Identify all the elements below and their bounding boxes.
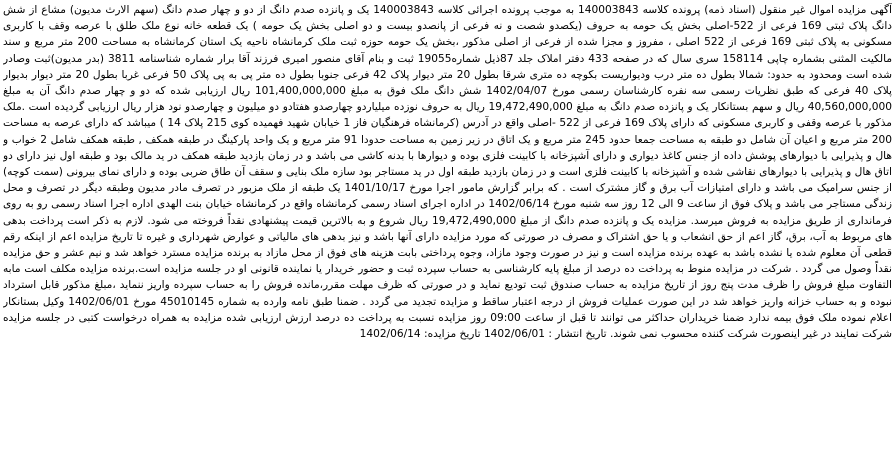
notice-body: مدیون) مشاع از شش دانگ پلاک ثبتی 169 فرعی از 522-اصلی بخش یک حومه به حروف (یکصدو شصت و نه فرعی از پانصدو بیست و دو اصلی بخش یک حومه ) یک قطعه خانه نوع ملک طلق با عرصه وقف با کاربری مسکونی به پلاک ثبتی 169 فرعی از 522 اصلی ، مفروز و مجزا شده از فرعی از اصلی مذکور ،بخش یک حومه حوزه ثبت ملک کرمانشاه ناحیه یک استان کرمانشاه به مساحت 200 متر مربع و سند مالکیت المثنی بشماره چاپی 158114 سری سال که در صفحه 433 دفتر املاک جلد 87ذیل شماره19055 ثبت و بنام آقای منصور امیری فرزند آقا برار شماره شناسنامه 3811 (بدر مدیون)ثبت وصادر شده است ومحدود به حدود: شمالا بطول ده متر درب ودیواریست بکوچه ده متری شرقا بطول 20 متر دیوار پلاک 42 فرعی جنوبا بطول ده متر پی به پی پلاک 50 فرعی غربا بطول 20 متر دیوار بدیوار پلاک 40 فرعی که طبق نظریات رسمی سه نفره کارشناسان رسمی مورخ 1402/04/07 شش دانگ ملک فوق به مبلغ 101,400,000,000 ریال ارزیابی شده که دو و چهار صدم دانگ آن به مبلغ 40,560,000,000 ریال و سهم بستانکار یک و پانزده صدم دانگ به مبلغ 19,472,490,000 ریال به حروف نوزده میلیاردو چهارصدو هفتادو دو میلیون و چهارصدو نود هزار ریال ارزیابی گردیده است .ملک مذکور با عرصه وقفی و کاربری مسکونی که دارای پلاک 169 فرعی از 522 -اصلی واقع در آدرس (کرمانشاه فرهنگیان فاز 1 خیابان شهید فهمیده کوی 215 پلاک 14 ) میباشد که دارای عرصه به مساحت 200 متر مربع و اعیان آن شامل دو طبقه به مساحت جمعا حدود 245 متر مربع و یک اتاق در زیر زمین به مساحت حدودا 91 متر مربع و یک واحد پارکینگ در طبقه همکف , طبقه همکف شامل 2 خواب و هال و پذیرایی با دیوارهای پوشش داده از جنس کاغذ دیواری و دارای آشپزخانه با کابینت فلزی بوده و دیوارها با بدنه کاشی می باشد و در زمان بازدید طبقه همکف در ید مالک بود و طبقه اول نیز دارای دو اتاق هال و پذیرایی با دیوارهای نقاشی شده و آشپزخانه با کابینت فلزی است و در زمان بازدید طبقه اول در ید مستاجر بود سازه ملک بنایی و سقف آن طاق ضربی بوده و دارای نمای بیرونی (سمت کوچه) از جنس سرامیک می باشد و دارای امتیازات آب برق و گاز مشترک است . که برابر گزارش مامور اجرا مورخ 1401/10/17 یک طبقه از ملک مزبور در تصرف مادر مدیون وطبقه دیگر در تصرف و محل زندگی مستاجر می باشد و پلاک فوق از ساعت 9 الی 12 روز سه شنبه مورخ 1402/06/14 در اداره اجرای اسناد رسمی کرمانشاه واقع در کرمانشاه خیابان بنت الهدی اداره اجرا اسناد رسمی رو به روی فرمانداری از طریق مزایده به فروش میرسد. مزایده یک و پانزده صدم دانگ از مبلغ 19,472,490,000 ریال شروع و به بالاترین قیمت پیشنهادی نقداً فروخته می شود. لازم به ذکر است پرداخت بدهی های مربوط به آب، برق، گاز اعم از حق انشعاب و یا حق اشتراک و مصرف در صورتی که مورد مزایده دارای آنها باشد و نیز بدهی های مالیاتی و عوارض شهرداری و غیره تا تاریخ مزایده اعم از اینکه رقم قطعی آن معلوم شده یا نشده باشد به عهده برنده مزایده است و نیز در صورت وجود مازاد، وجوه پرداختی بابت هزینه های فوق از محل مازاد به برنده مزایده مسترد خواهد شد و نیم عشر و حق مزایده نقداً وصول می گردد . شرکت در مزایده منوط به پرداخت ده درصد از مبلغ پایه کارشناسی به حساب سپرده ثبت و حضور خریدار یا نماینده قانونی او در جلسه مزایده است.برنده مزایده مکلف است مابه التفاوت مبلغ فروش را ظرف مدت پنج روز از تاریخ مزایده به حساب صندوق ثبت تودیع نماید و در صورتی که ظرف مهلت مقرر،مانده فروش را به حساب سپرده واریز ننماید ،مبلغ مذکور قابل استرداد نبوده و به حساب خزانه واریز خواهد شد در این صورت عملیات فروش از درجه اعتبار ساقط و مزایده تجدید می گردد . ضمنا طبق نامه وارده به شماره 45010145 مورخ 1402/06/01 وکیل بستانکار اعلام نموده ملک فوق بیمه ندارد ضمنا خریداران حداکثر می توانند تا قبل از ساعت 09:00 روز مزایده نسبت به پرداخت ده درصد ارزش ارزیابی شده مزایده به همراه درخواست کتبی در جلسه مزایده شرکت نمایند در غیر اینصورت شرکت کننده محسوب نمی شوند. تاریخ انتشار : 1402/06/01 تاریخ مزایده: 1402/06/14 [3, 4, 892, 341]
auction-notice-document [3, 2, 892, 469]
notice-title-line: آگهی مزایده اموال غیر منقول (اسناد ذمه) پرونده کلاسه 140003843 به موجب پرونده اجرائی کلاسه 140003843 یک و پانزده صدم دانگ از دو و چهار صدم دانگ (سهم الارث [105, 4, 892, 16]
notice-text [3, 2, 892, 342]
